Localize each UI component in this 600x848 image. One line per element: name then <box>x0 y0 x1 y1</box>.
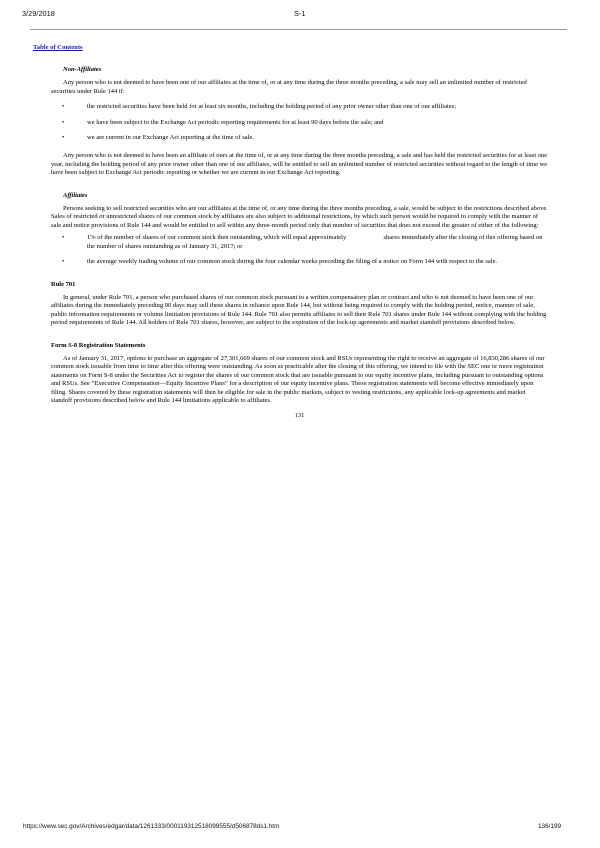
form-s8-heading: Form S-8 Registration Statements <box>51 341 146 349</box>
list-item-text: we are current in our Exchange Act reporting at the time of sale. <box>87 134 254 142</box>
non-affiliates-intro: Any person who is not deemed to have been one of our affiliates at the time of, or at any time during the three months preceding, a sale may sell an unlimited number of restricted securities under Rule 144 if: <box>51 79 527 95</box>
bullet-icon: • <box>62 258 65 266</box>
list-item-text-part2: shares immediately after the closing of this offering based on the number of shares outstanding as of January 31, 2017; or <box>87 234 543 250</box>
non-affiliates-heading: Non-Affiliates <box>63 66 102 73</box>
bullet-icon: • <box>62 103 65 111</box>
list-item <box>51 258 548 266</box>
document-body <box>51 66 548 421</box>
spacer <box>51 335 548 342</box>
bullet-icon: • <box>62 234 65 242</box>
print-date: 3/29/2018 <box>22 9 55 18</box>
source-url: https://www.sec.gov/Archives/edgar/data/1261333/000119312518099555/d506878ds1.htm <box>23 823 280 830</box>
spacer <box>51 274 548 281</box>
list-item <box>51 119 548 127</box>
affiliates-section <box>51 192 548 267</box>
table-of-contents-link[interactable]: Table of Contents <box>33 44 83 51</box>
print-footer <box>0 823 600 835</box>
form-s8-section <box>51 342 548 406</box>
header-divider <box>30 29 567 30</box>
spacer <box>51 185 548 192</box>
non-affiliates-closing: Any person who is not deemed to have been an affiliate of ours at the time of, or at any time during the three months preceding, a sale and has held the restricted securities for at least one year, including the holding period of any prior owner other than one of our affiliates, will be entitled to sell an unlimited number of restricted securities without regard to the length of time we have been subject to Exchange Act periodic reporting or whether we are current in our Exchange Act reporting. <box>51 152 548 177</box>
list-item <box>51 234 548 251</box>
list-item <box>51 134 548 142</box>
list-item-text: the restricted securities have been held for at least six months, including the holding period of any prior owner other than one of our affiliates; <box>87 103 457 111</box>
affiliates-limits-list <box>51 234 548 266</box>
affiliates-heading: Affiliates <box>63 191 88 199</box>
list-item-text: the average weekly trading volume of our common stock during the four calendar weeks preceding the filing of a notice on Form 144 with respect to the sale. <box>87 258 498 266</box>
list-item-text: we have been subject to the Exchange Act periodic reporting requirements for at least 90 days before the sale; and <box>87 118 384 126</box>
list-item-text-part1: 1% of the number of shares of our common stock then outstanding, which will equal approximately <box>87 234 347 242</box>
page-count: 136/199 <box>538 823 562 830</box>
form-s8-body: As of January 31, 2017, options to purchase an aggregate of 27,301,669 shares of our common stock and RSUs representing the right to receive an aggregate of 16,830,286 shares of our common stock issuable from time to time after this offering were outstanding. As soon as practicable after the closing of this offering, we intend to file with the SEC one or more registration statements on Form S-8 under the Securities Act to register the shares of our common stock that are issuable pursuant to our equity incentive plans, including pursuant to outstanding options and RSUs. See “Executive Compensation—Equity Incentive Plans” for a description of our equity incentive plans. These registration statements will become effective immediately upon filing. Shares covered by these registration statements will then be eligible for sale in the public markets, subject to vesting restrictions, any applicable lock-up agreements and market standoff provisions described below and Rule 144 limitations applicable to affiliates. <box>51 354 545 404</box>
non-affiliates-section <box>51 66 548 178</box>
print-header <box>0 9 600 23</box>
rule-701-body: In general, under Rule 701, a person who purchased shares of our common stock pursuant to a written compensatory plan or contract and who is not deemed to have been one of our affiliates during the immediately preceding 90 days may sell these shares in reliance upon Rule 144, but without being required to comply with the holding period, notice, manner of sale, public information requirements or volume limitation provisions of Rule 144. Rule 701 also permits affiliates to sell their Rule 701 shares under Rule 144 without complying with the holding period requirements of Rule 144. All holders of Rule 701 shares, however, are subject to the expiration of the lock-up agreements and market standoff provisions described below. <box>51 293 547 327</box>
non-affiliates-conditions-list <box>51 103 548 142</box>
page-number: 131 <box>294 412 305 420</box>
bullet-icon: • <box>62 118 65 126</box>
list-item <box>51 103 548 111</box>
affiliates-intro: Persons seeking to sell restricted securities who are our affiliates at the time of, or any time during the three months preceding, a sale, would be subject to the restrictions described above. Sales of restricted or unrestricted shares of our common stock by affiliates are also subject to additional restrictions, by which such person would be required to comply with the manner of sale and notice provisions of Rule 144 and would be entitled to sell within any three-month period only that number of securities that does not exceed the greater of either of the following: <box>51 205 548 229</box>
rule-701-heading: Rule 701 <box>51 280 76 288</box>
bullet-icon: • <box>62 134 65 142</box>
print-title: S-1 <box>294 9 306 18</box>
rule-701-section <box>51 281 548 328</box>
